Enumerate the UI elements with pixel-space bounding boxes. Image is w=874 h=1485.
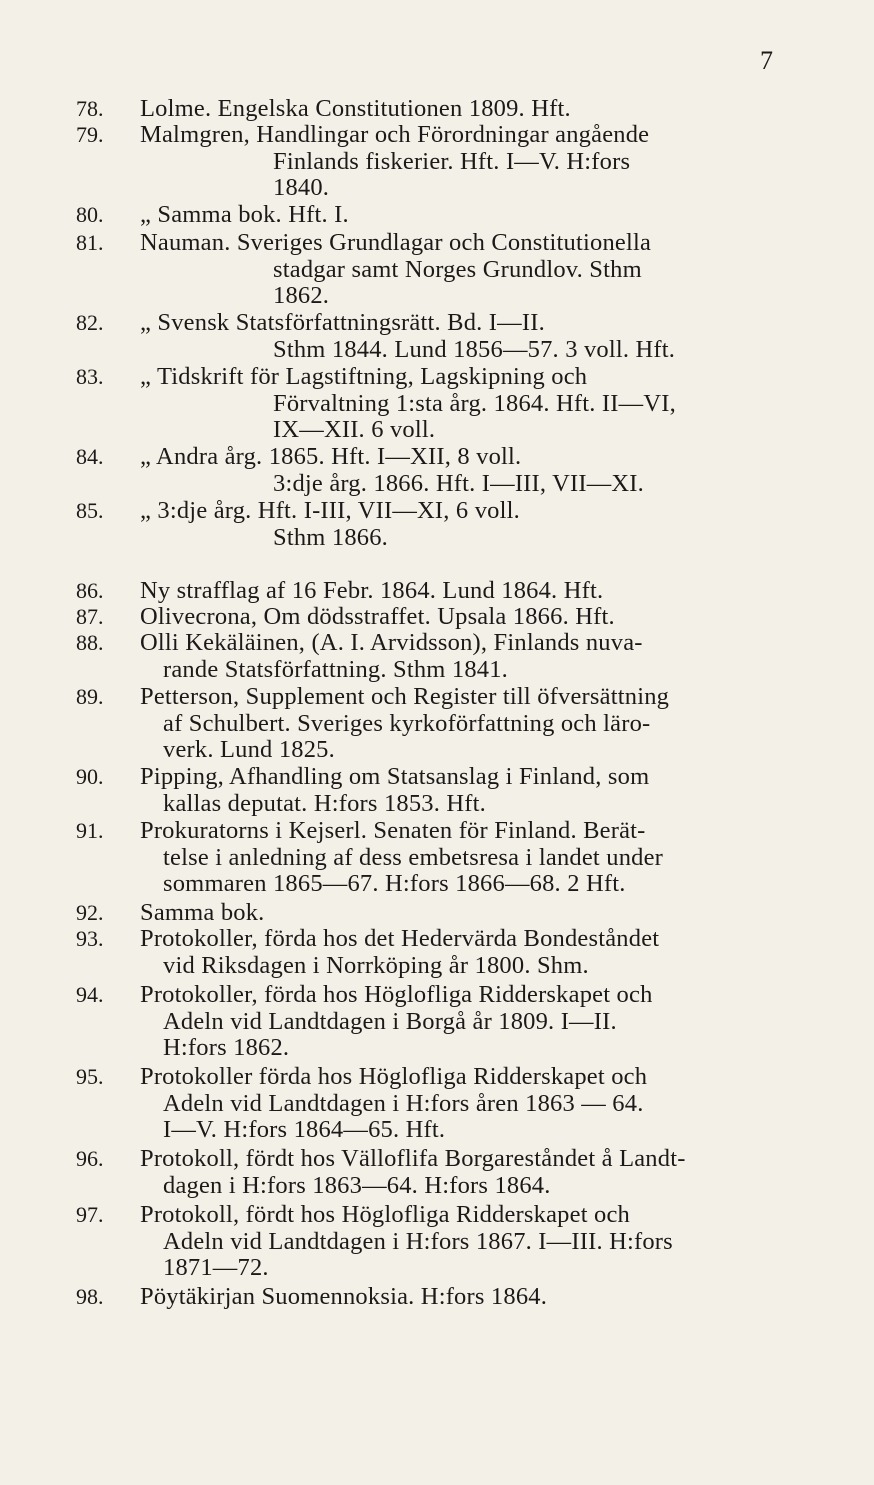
entry-number: 90. <box>76 764 104 789</box>
entry-text-line: Sthm 1844. Lund 1856—57. 3 voll. Hft. <box>273 335 676 363</box>
entry-text-line: Olli Kekäläinen, (A. I. Arvidsson), Finlands nuva- <box>140 629 643 656</box>
entry-number: 87. <box>76 604 104 629</box>
entry-number: 85. <box>76 498 104 523</box>
entry-text-line: Prokuratorns i Kejserl. Senaten för Finland. Berät- <box>140 817 646 844</box>
entry-text-line: Ny strafflag af 16 Febr. 1864. Lund 1864. Hft. <box>140 577 604 604</box>
entry-text-line: vid Riksdagen i Norrköping år 1800. Shm. <box>163 951 589 979</box>
entry-text-line: 1862. <box>273 282 330 309</box>
entry-text-line: IX—XII. 6 voll. <box>273 416 436 443</box>
entry-text-line: dagen i H:fors 1863—64. H:fors 1864. <box>163 1171 551 1199</box>
entry-text-line: Protokoller, förda hos Höglofliga Ridderskapet och <box>140 981 653 1008</box>
entry-number: 79. <box>76 122 104 147</box>
entry-text-line: „ Svensk Statsförfattningsrätt. Bd. I—II. <box>140 309 545 336</box>
entry-text-line: Protokoller, förda hos det Hedervärda Bondeståndet <box>140 925 660 952</box>
entry-text-line: Nauman. Sveriges Grundlagar och Constitutionella <box>140 229 652 256</box>
entry-text-line: Malmgren, Handlingar och Förordningar angående <box>140 121 650 148</box>
entry-text-line: af Schulbert. Sveriges kyrkoförfattning och läro- <box>163 709 651 737</box>
entry-text-line: Petterson, Supplement och Register till öfversättning <box>140 683 670 710</box>
entry-number: 96. <box>76 1146 104 1171</box>
entry-text-line: H:fors 1862. <box>163 1034 290 1061</box>
entry-number: 82. <box>76 310 104 335</box>
entry-text-line: I—V. H:fors 1864—65. Hft. <box>163 1116 446 1143</box>
entry-number: 89. <box>76 684 104 709</box>
entry-text-line: „ Samma bok. Hft. I. <box>140 201 349 228</box>
entry-text-line: Förvaltning 1:sta årg. 1864. Hft. II—VI, <box>273 389 676 417</box>
entry-number: 86. <box>76 578 104 603</box>
entry-number: 88. <box>76 630 104 655</box>
entry-number: 83. <box>76 364 104 389</box>
entry-number: 81. <box>76 230 104 255</box>
entry-text-line: Pipping, Afhandling om Statsanslag i Finland, som <box>140 763 650 790</box>
entry-text-line: Finlands fiskerier. Hft. I—V. H:fors <box>273 147 631 175</box>
entry-text-line: „ Tidskrift för Lagstiftning, Lagskipning och <box>140 363 588 390</box>
entry-number: 92. <box>76 900 104 925</box>
entry-number: 84. <box>76 444 104 469</box>
entry-text-line: „ Andra årg. 1865. Hft. I—XII, 8 voll. <box>140 443 522 470</box>
entry-text-line: Lolme. Engelska Constitutionen 1809. Hft. <box>140 95 571 122</box>
entry-text-line: stadgar samt Norges Grundlov. Sthm <box>273 255 642 283</box>
entry-text-line: Pöytäkirjan Suomennoksia. H:fors 1864. <box>140 1283 548 1310</box>
entry-text-line: Samma bok. <box>140 899 265 926</box>
entry-text-line: kallas deputat. H:fors 1853. Hft. <box>163 789 486 817</box>
entry-text-line: Adeln vid Landtdagen i H:fors 1867. I—III. H:fors <box>163 1227 673 1255</box>
entry-number: 91. <box>76 818 104 843</box>
entry-text-line: verk. Lund 1825. <box>163 736 335 763</box>
entry-number: 78. <box>76 96 104 121</box>
entry-text-line: 1840. <box>273 174 330 201</box>
entry-number: 93. <box>76 926 104 951</box>
entry-text-line: Adeln vid Landtdagen i H:fors åren 1863 — 64. <box>163 1089 644 1117</box>
entry-text-line: „ 3:dje årg. Hft. I-III, VII—XI, 6 voll. <box>140 497 520 524</box>
entry-number: 98. <box>76 1284 104 1309</box>
entry-text-line: 1871—72. <box>163 1254 269 1281</box>
entry-text-line: rande Statsförfattning. Sthm 1841. <box>163 655 508 683</box>
entry-number: 94. <box>76 982 104 1007</box>
entry-text-line: telse i anledning af dess embetsresa i landet under <box>163 843 664 871</box>
entry-text-line: Olivecrona, Om dödsstraffet. Upsala 1866. Hft. <box>140 603 615 630</box>
entry-number: 97. <box>76 1202 104 1227</box>
entry-text-line: sommaren 1865—67. H:fors 1866—68. 2 Hft. <box>163 870 626 897</box>
entry-number: 95. <box>76 1064 104 1089</box>
entry-text-line: Protokoller förda hos Höglofliga Ridderskapet och <box>140 1063 648 1090</box>
entry-text-line: 3:dje årg. 1866. Hft. I—III, VII—XI. <box>273 469 644 497</box>
entry-text-line: Protokoll, fördt hos Höglofliga Ridderskapet och <box>140 1201 631 1228</box>
entry-text-line: Protokoll, fördt hos Välloflifa Borgareståndet å Landt- <box>140 1145 686 1172</box>
entry-text-line: Sthm 1866. <box>273 523 388 551</box>
entry-text-line: Adeln vid Landtdagen i Borgå år 1809. I—II. <box>163 1007 617 1035</box>
page-number: 7 <box>760 46 773 75</box>
entry-number: 80. <box>76 202 104 227</box>
